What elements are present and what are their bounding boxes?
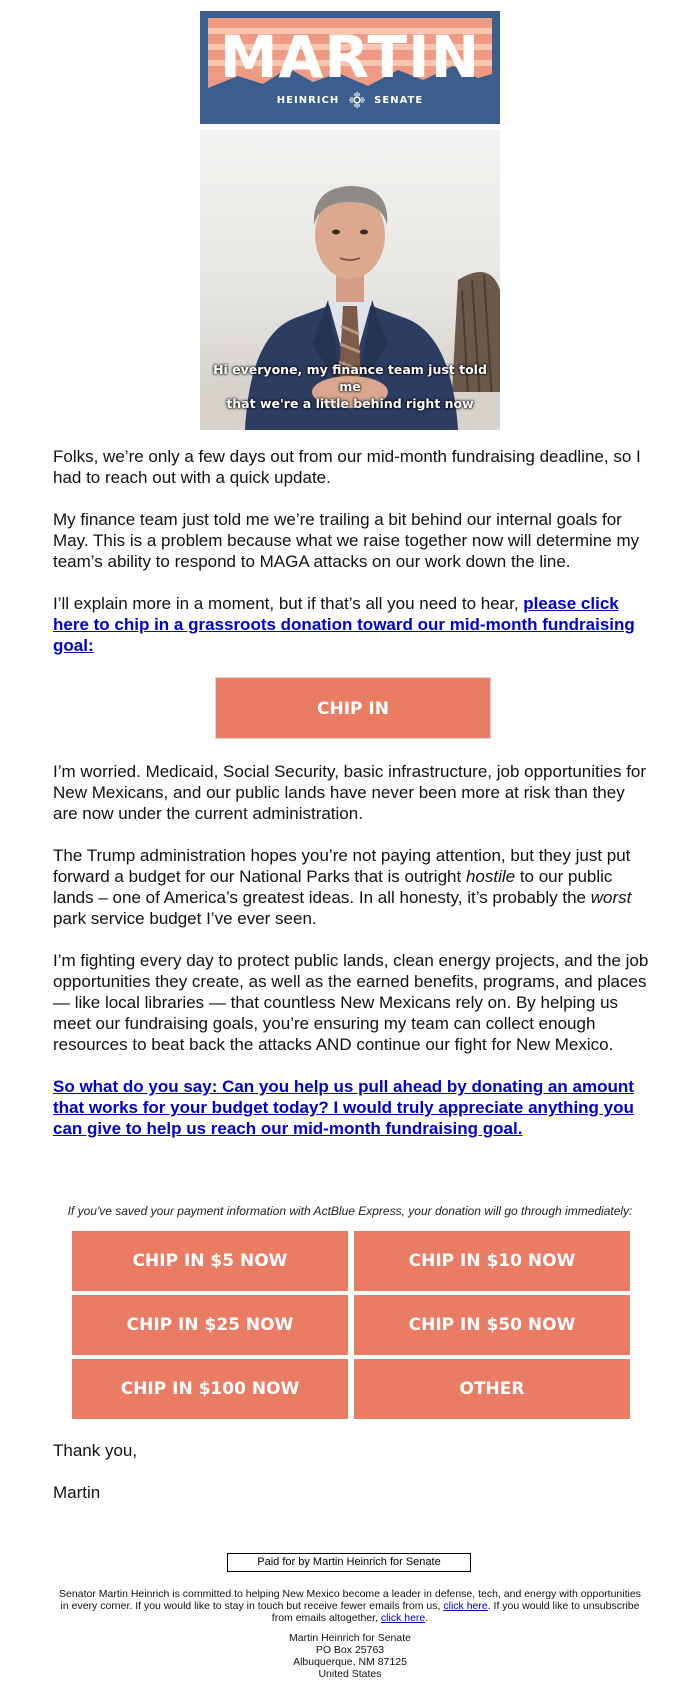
video-caption <box>210 361 490 412</box>
chip-in-button[interactable]: CHIP IN <box>215 677 491 739</box>
chip-in-wrapper <box>53 677 653 739</box>
logo-subtitle <box>208 92 492 110</box>
mailing-address <box>0 1632 700 1680</box>
other-amount-button[interactable]: OTHER <box>354 1359 630 1419</box>
chip-in-100-button[interactable]: CHIP IN $100 NOW <box>72 1359 348 1419</box>
address-line: PO Box 25763 <box>315 1644 385 1656</box>
amount-button-grid <box>72 1231 630 1419</box>
donate-link[interactable]: please click here to chip in a grassroots donation toward our mid-month fundraising goal: <box>53 594 635 655</box>
actblue-express-note: If you've saved your payment information with ActBlue Express, your donation will go through immediately: <box>67 1204 633 1218</box>
paragraph-5-em-hostile: hostile <box>465 867 516 886</box>
campaign-logo[interactable] <box>200 11 500 124</box>
footer-text-1: Senator Martin Heinrich is committed to helping New Mexico become a leader in defense, tech, and energy with opportunities in every corner. If you would like to stay in touch but receive fewer emails from us, <box>59 1588 641 1612</box>
paragraph-1: Folks, we’re only a few days out from our mid-month fundraising deadline, so I had to reach out with a quick update. <box>53 447 641 487</box>
paragraph-4: I’m worried. Medicaid, Social Security, basic infrastructure, job opportunities for New Mexicans, and our public lands have never been more at risk than they are now under the current administration. <box>53 762 647 823</box>
caption-line-1: Hi everyone, my finance team just told me <box>213 362 487 394</box>
signoff-name: Martin <box>53 1483 101 1502</box>
paragraph-3-text: I’ll explain more in a moment, but if that’s all you need to hear, <box>53 594 524 613</box>
paragraph-5-em-worst: worst <box>590 888 632 907</box>
footer-text-3: . <box>425 1612 429 1624</box>
footer-text-2: . If you would like to unsubscribe from emails altogether, <box>271 1600 640 1624</box>
video-thumbnail[interactable] <box>200 130 500 430</box>
paragraph-5 <box>53 845 653 929</box>
logo-sub-right: SENATE <box>374 95 424 106</box>
email-body <box>53 446 653 1139</box>
paragraph-5-b: to our public lands – one of America’s greatest ideas. In all honesty, it’s probably the <box>53 867 613 907</box>
chip-in-25-button[interactable]: CHIP IN $25 NOW <box>72 1295 348 1355</box>
chip-in-10-button[interactable]: CHIP IN $10 NOW <box>354 1231 630 1291</box>
address-line: Martin Heinrich for Senate <box>289 1632 411 1644</box>
zia-sun-icon <box>349 92 365 108</box>
paragraph-5-c: park service budget I’ve ever seen. <box>53 909 317 928</box>
chip-in-5-button[interactable]: CHIP IN $5 NOW <box>72 1231 348 1291</box>
caption-line-2: that we're a little behind right now <box>226 396 474 411</box>
address-line: United States <box>318 1668 382 1680</box>
paragraph-6: I’m fighting every day to protect public lands, clean energy projects, and the job opportunities they create, as well as the earned benefits, programs, and places — like local libraries — that countless New Mexicans rely on. By helping us meet our fundraising goals, you’re ensuring my team can collect enough resources to beat back the attacks AND continue our fight for New Mexico. <box>53 951 649 1054</box>
signoff-thanks: Thank you, <box>53 1441 138 1460</box>
fewer-emails-link[interactable]: click here <box>443 1600 488 1612</box>
chip-in-50-button[interactable]: CHIP IN $50 NOW <box>354 1295 630 1355</box>
unsubscribe-link[interactable]: click here <box>380 1612 426 1624</box>
paragraph-5-a: The Trump administration hopes you’re not paying attention, but they just put forward a budget for our National Parks that is outright <box>53 846 631 886</box>
paragraph-2: My finance team just told me we’re trailing a bit behind our internal goals for May. This is a problem because what we raise together now will determine my team’s ability to respond to MAGA attacks on our work down the line. <box>53 510 640 571</box>
logo-background <box>208 18 492 117</box>
signoff <box>53 1440 137 1524</box>
paid-for-disclaimer: Paid for by Martin Heinrich for Senate <box>227 1553 471 1572</box>
address-line: Albuquerque, NM 87125 <box>293 1656 407 1668</box>
logo-sub-left: HEINRICH <box>276 95 340 106</box>
footer-text <box>55 1588 645 1624</box>
paragraph-3 <box>53 593 653 656</box>
ask-donation-link[interactable]: So what do you say: Can you help us pull ahead by donating an amount that works for your budget today? I would truly appreciate anything you can give to help us reach our mid-month fundraising goal. <box>53 1077 634 1138</box>
logo-title: MARTIN <box>219 23 481 91</box>
